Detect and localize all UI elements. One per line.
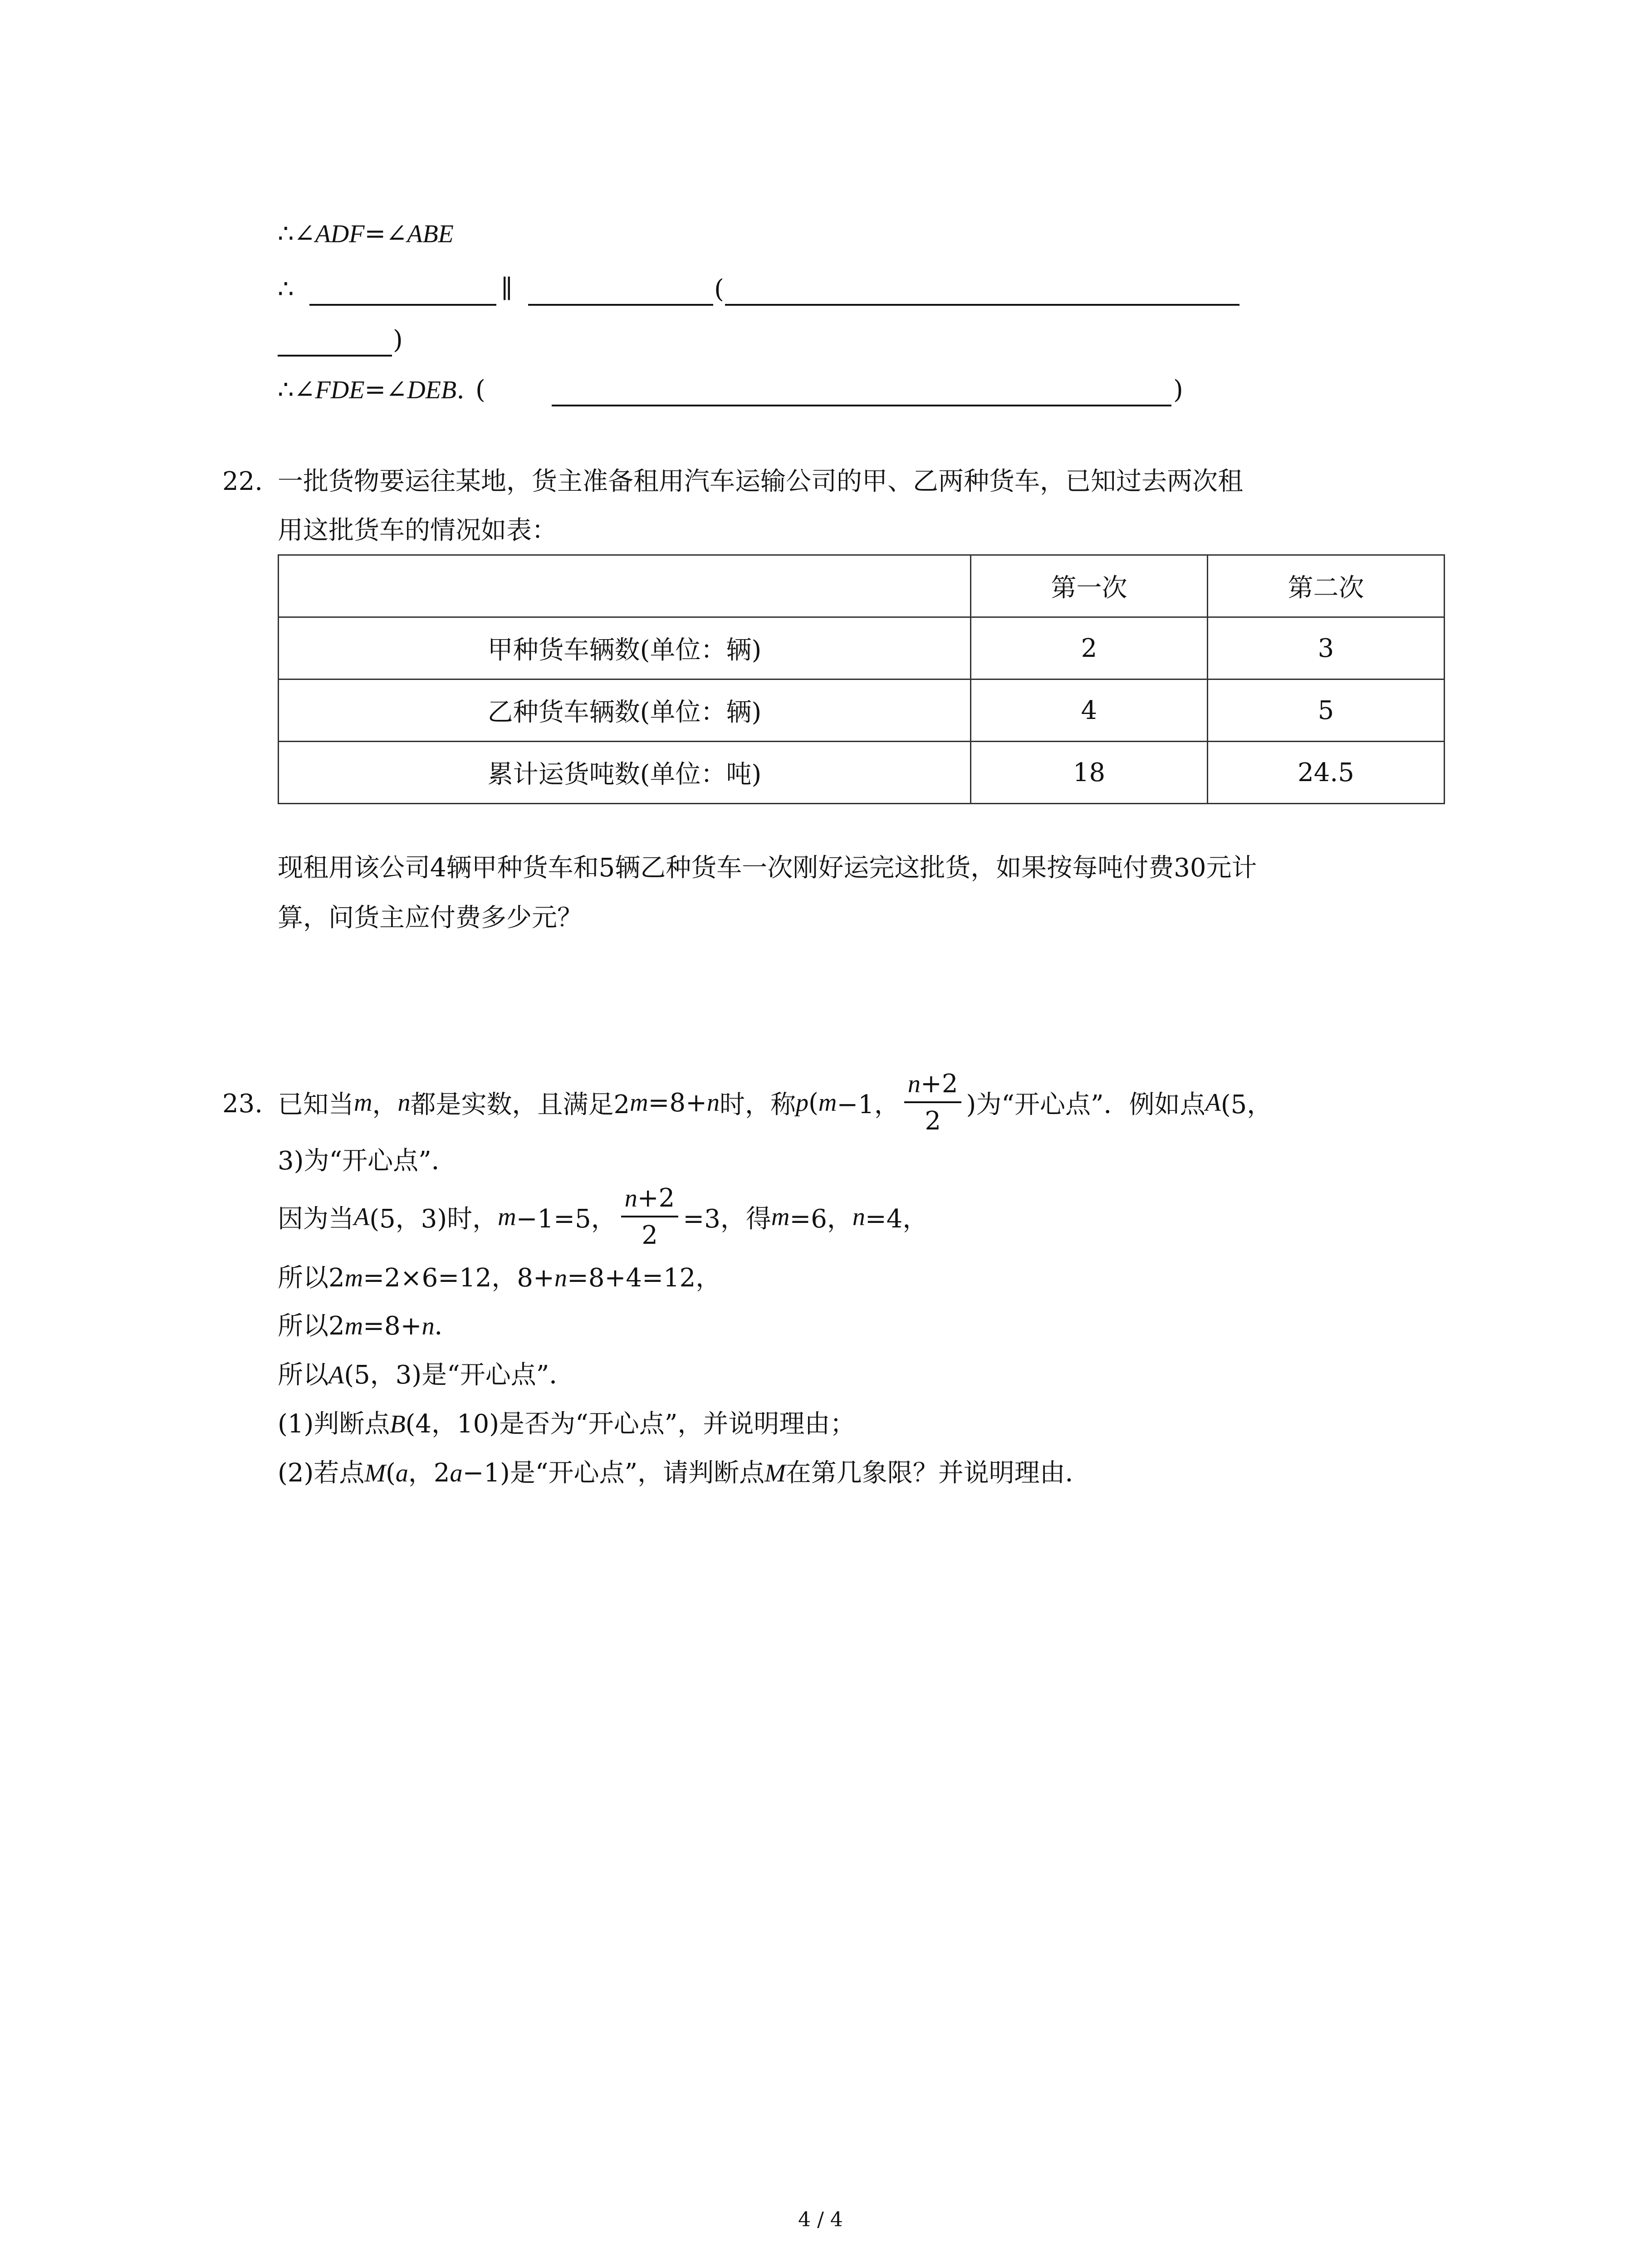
q23-line-5: [278, 1311, 460, 1341]
var-m: m: [354, 1089, 372, 1117]
q23-text: (5，3)时，: [369, 1204, 498, 1234]
q23-text: =8+4=12，: [567, 1263, 721, 1293]
q22-text-line-1: [278, 469, 1243, 494]
table-row: [279, 679, 1445, 742]
fraction-n-plus-2-over-2: [904, 1071, 962, 1134]
q23-text: (5，: [1220, 1090, 1273, 1119]
freight-table: [278, 554, 1445, 804]
q23-text: 所以2: [278, 1311, 345, 1341]
page-number: [0, 2208, 1641, 2231]
var-n: n: [397, 1089, 411, 1117]
q23-text: −1=5，: [516, 1204, 617, 1234]
q23-text: (1)判断点: [278, 1409, 390, 1439]
q23-line-1: [278, 1069, 1272, 1137]
table-row: [279, 742, 1445, 804]
q23-text: 在第几象限？并说明理由．: [785, 1458, 1091, 1488]
var-p: p: [796, 1089, 809, 1117]
q22-text-line-2: [278, 518, 557, 543]
var-b-point: B: [390, 1410, 406, 1438]
q23-text: =8+: [648, 1088, 707, 1118]
q23-text: )为“开心点”．例如点: [966, 1090, 1205, 1119]
proof-line-2: [278, 274, 294, 304]
table-cell: 3: [1208, 617, 1445, 679]
q23-part-2: [278, 1458, 1091, 1488]
var-m: m: [344, 1264, 363, 1292]
var-m: m: [498, 1203, 516, 1231]
table-cell: 甲种货车辆数(单位：辆): [279, 617, 971, 679]
angle-deb: DEB: [407, 376, 457, 404]
var-n: n: [624, 1184, 637, 1212]
q23-number-text: 23.: [222, 1089, 263, 1119]
therefore-angle: ∴∠: [278, 219, 315, 249]
table-cell: 乙种货车辆数(单位：辆): [279, 679, 971, 742]
var-n: n: [852, 1203, 865, 1231]
q23-text: 时，称: [720, 1090, 796, 1119]
blank-reason-line-2[interactable]: [278, 328, 392, 357]
fraction-numerator: [621, 1183, 679, 1217]
q22-after-text-1: 现租用该公司4辆甲种货车和5辆乙种货车一次刚好运完这批货，如果按每吨付费30元计: [278, 853, 1257, 883]
table-header-cell: [279, 555, 971, 617]
var-n: n: [907, 1070, 921, 1098]
blank-reason-line-3[interactable]: [552, 378, 1171, 406]
q23-part-1: [278, 1409, 856, 1439]
q23-text: ，: [372, 1090, 398, 1119]
q23-text: 因为当: [278, 1204, 354, 1234]
q23-text: (5，3)是“开心点”．: [344, 1360, 575, 1390]
var-m: m: [344, 1312, 363, 1340]
var-m: m: [771, 1203, 790, 1231]
reason-close-paren-2: [1173, 377, 1183, 403]
table-cell: 4: [971, 679, 1208, 742]
blank-line-a[interactable]: [309, 278, 496, 306]
open-paren-2: (: [475, 375, 485, 405]
var-a: a: [450, 1459, 463, 1487]
equals-angle: =∠: [364, 219, 407, 249]
blank-line-b[interactable]: [528, 278, 713, 306]
close-paren-2-text: ): [1173, 375, 1183, 405]
var-a-point: A: [354, 1203, 370, 1231]
table-cell: 24.5: [1208, 742, 1445, 804]
q23-line-2: [278, 1146, 457, 1176]
var-n: n: [554, 1264, 567, 1292]
q23-text: =4，: [865, 1204, 928, 1234]
q23-number: [222, 1091, 263, 1117]
q23-text: (: [385, 1458, 396, 1488]
parallel-symbol: [501, 274, 513, 304]
q23-text: 3)为“开心点”．: [278, 1146, 457, 1176]
q23-text: (2)若点: [278, 1458, 365, 1488]
q23-text: 已知当: [278, 1090, 354, 1119]
q23-text: −1，: [837, 1090, 900, 1119]
q23-text: 所以2: [278, 1263, 345, 1293]
equals-angle-2: =∠: [364, 375, 407, 405]
q22-text-1: 一批货物要运往某地，货主准备租用汽车运输公司的甲、乙两种货车，已知过去两次租: [278, 467, 1243, 496]
q23-text: =8+: [363, 1311, 422, 1341]
numerator-rest: +2: [920, 1069, 958, 1099]
page-number-text: 4 / 4: [798, 2208, 843, 2231]
parallel-text: ∥: [501, 274, 513, 304]
therefore-symbol: ∴: [278, 274, 294, 304]
var-a: a: [395, 1459, 408, 1487]
table-header-cell: 第一次: [971, 555, 1208, 617]
q23-text: ．: [434, 1311, 460, 1341]
therefore-angle-2: ∴∠: [278, 375, 315, 405]
table-row: [279, 617, 1445, 679]
q22-text-2: 用这批货车的情况如表：: [278, 516, 557, 545]
table-header-cell: 第二次: [1208, 555, 1445, 617]
q23-text: =3，得: [683, 1204, 771, 1234]
reason-close-paren: [393, 327, 403, 353]
var-n: n: [421, 1312, 435, 1340]
q23-text: ，2: [408, 1458, 450, 1488]
period: .: [456, 375, 465, 405]
table-cell: 2: [971, 617, 1208, 679]
var-n: n: [707, 1089, 720, 1117]
var-a-point: A: [328, 1361, 344, 1389]
table-cell: 5: [1208, 679, 1445, 742]
angle-fde: FDE: [315, 376, 365, 404]
reason-open-paren: [714, 274, 724, 304]
fraction-numerator: [904, 1071, 962, 1103]
var-m-point: M: [764, 1459, 786, 1487]
table-cell: 18: [971, 742, 1208, 804]
proof-line-4: [278, 377, 485, 403]
fraction-n-plus-2-over-2: [621, 1183, 679, 1250]
fraction-denominator: 2: [925, 1106, 941, 1136]
q23-line-3: [278, 1183, 928, 1251]
open-paren-text: (: [714, 274, 724, 304]
var-m-point: M: [364, 1459, 386, 1487]
q22-after-text-2: 算，问货主应付费多少元？: [278, 903, 583, 933]
var-m: m: [630, 1089, 648, 1117]
q23-line-4: [278, 1263, 721, 1293]
fraction-denominator: 2: [642, 1221, 658, 1250]
q22-number-text: 22.: [222, 467, 263, 496]
q23-text: =6，: [789, 1204, 852, 1234]
table-cell: 累计运货吨数(单位：吨): [279, 742, 971, 804]
q23-text: (: [808, 1088, 818, 1118]
blank-reason-line-1[interactable]: [725, 278, 1239, 306]
q22-after-line-1: [278, 855, 1257, 881]
q23-text: =2×6=12，8+: [363, 1263, 554, 1293]
angle-abe: ABE: [407, 220, 454, 248]
q23-text: −1)是“开心点”，请判断点: [462, 1458, 765, 1488]
angle-adf: ADF: [315, 220, 365, 248]
q23-text: 所以: [278, 1360, 328, 1390]
q23-text: (4，10)是否为“开心点”，并说明理由；: [405, 1409, 856, 1439]
close-paren-text: ): [393, 325, 403, 355]
proof-line-1: [278, 221, 454, 247]
q22-after-line-2: [278, 905, 583, 931]
var-m: m: [818, 1089, 837, 1117]
q23-line-6: [278, 1360, 575, 1390]
q23-text: 都是实数，且满足2: [410, 1090, 630, 1119]
table-header-row: [279, 555, 1445, 617]
var-a-point: A: [1205, 1089, 1221, 1117]
q22-number: [222, 469, 263, 494]
numerator-rest: +2: [637, 1183, 675, 1213]
